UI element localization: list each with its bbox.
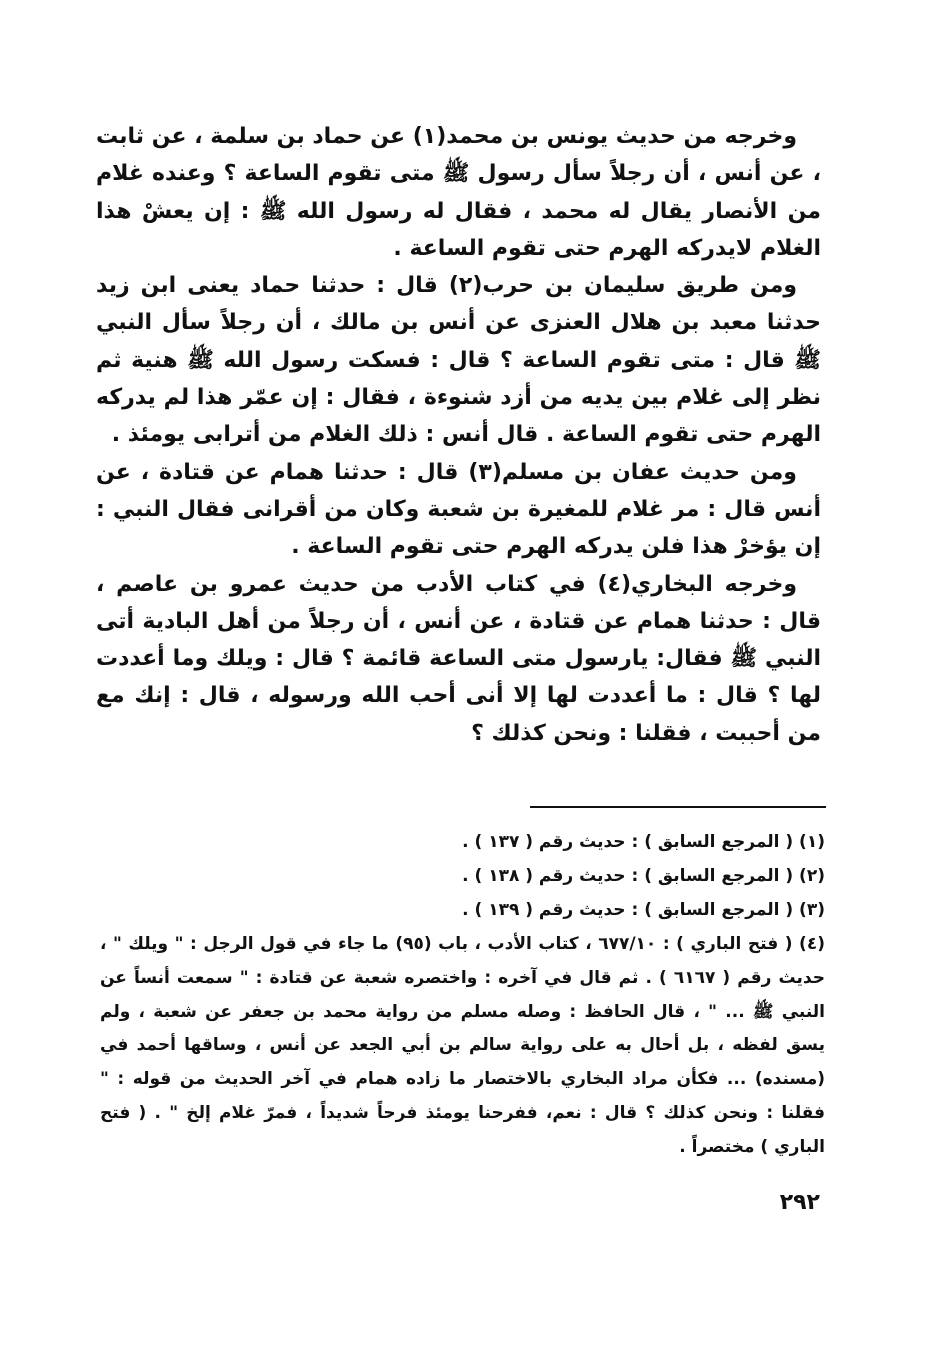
footnote: (٢) ( المرجع السابق ) : حديث رقم ( ١٣٨ ) . <box>462 865 825 886</box>
footnote-separator <box>530 806 826 808</box>
footnote: (٤) ( فتح الباري ) : ٦٧٧/١٠ ، كتاب الأدب ، باب (٩٥) ما جاء في قول الرجل : " ويلك " ، حديث رقم ( ٦١٦٧ ) . ثم قال في آخره : واختصره شعبة عن قتادة : " سمعت أنساً عن النبي ﷺ ... " ، قال الحافظ : وصله مسلم من رواية محمد بن جعفر عن شعبة ، ولم يسق لفظه ، بل أحال به على رواية سالم بن أبي الجعد عن أنس ، وساقها أحمد في (مسنده) ... فكأن مراد البخاري بالاختصار ما زاده همام في آخر الحديث من قوله : " فقلنا : ونحن كذلك ؟ قال : نعم، ففرحنا يومئذ فرحاً شديداً ، فمرّ غلام إلخ " . ( فتح الباري ) مختصراً . <box>100 933 825 1158</box>
footnotes <box>100 826 825 1165</box>
paragraph: وخرجه من حديث يونس بن محمد(١) عن حماد بن سلمة ، عن ثابت ، عن أنس ، أن رجلاً سأل رسول ﷺ متى تقوم الساعة ؟ وعنده غلام من الأنصار يقال له محمد ، فقال له رسول الله ﷺ : إن يعشْ هذا الغلام لايدركه الهرم حتى تقوم الساعة . <box>96 124 821 261</box>
paragraph: ومن طريق سليمان بن حرب(٢) قال : حدثنا حماد يعنى ابن زيد حدثنا معبد بن هلال العنزى عن أنس بن مالك ، أن رجلاً سأل النبي ﷺ قال : متى تقوم الساعة ؟ قال : فسكت رسول الله ﷺ هنية ثم نظر إلى غلام بين يديه من أزد شنوءة ، فقال : إن عمّر هذا لم يدركه الهرم حتى تقوم الساعة . قال أنس : ذلك الغلام من أترابى يومئذ . <box>96 273 821 448</box>
paragraph: ومن حديث عفان بن مسلم(٣) قال : حدثنا همام عن قتادة ، عن أنس قال : مر غلام للمغيرة بن شعبة وكان من أقرانى فقال النبي : إن يؤخرْ هذا فلن يدركه الهرم حتى تقوم الساعة . <box>96 459 821 560</box>
main-text <box>96 118 821 752</box>
page-number: ٢٩٢ <box>779 1190 820 1215</box>
paragraph: وخرجه البخاري(٤) في كتاب الأدب من حديث عمرو بن عاصم ، قال : حدثنا همام عن قتادة ، عن أنس ، أن رجلاً من أهل البادية أتى النبي ﷺ فقال: يارسول متى الساعة قائمة ؟ قال : ويلك وما أعددت لها ؟ قال : ما أعددت لها إلا أنى أحب الله ورسوله ، قال : إنك مع من أحببت ، فقلنا : ونحن كذلك ؟ <box>96 571 821 746</box>
footnote: (١) ( المرجع السابق ) : حديث رقم ( ١٣٧ ) . <box>462 832 825 852</box>
footnote: (٣) ( المرجع السابق ) : حديث رقم ( ١٣٩ ) . <box>462 899 825 920</box>
